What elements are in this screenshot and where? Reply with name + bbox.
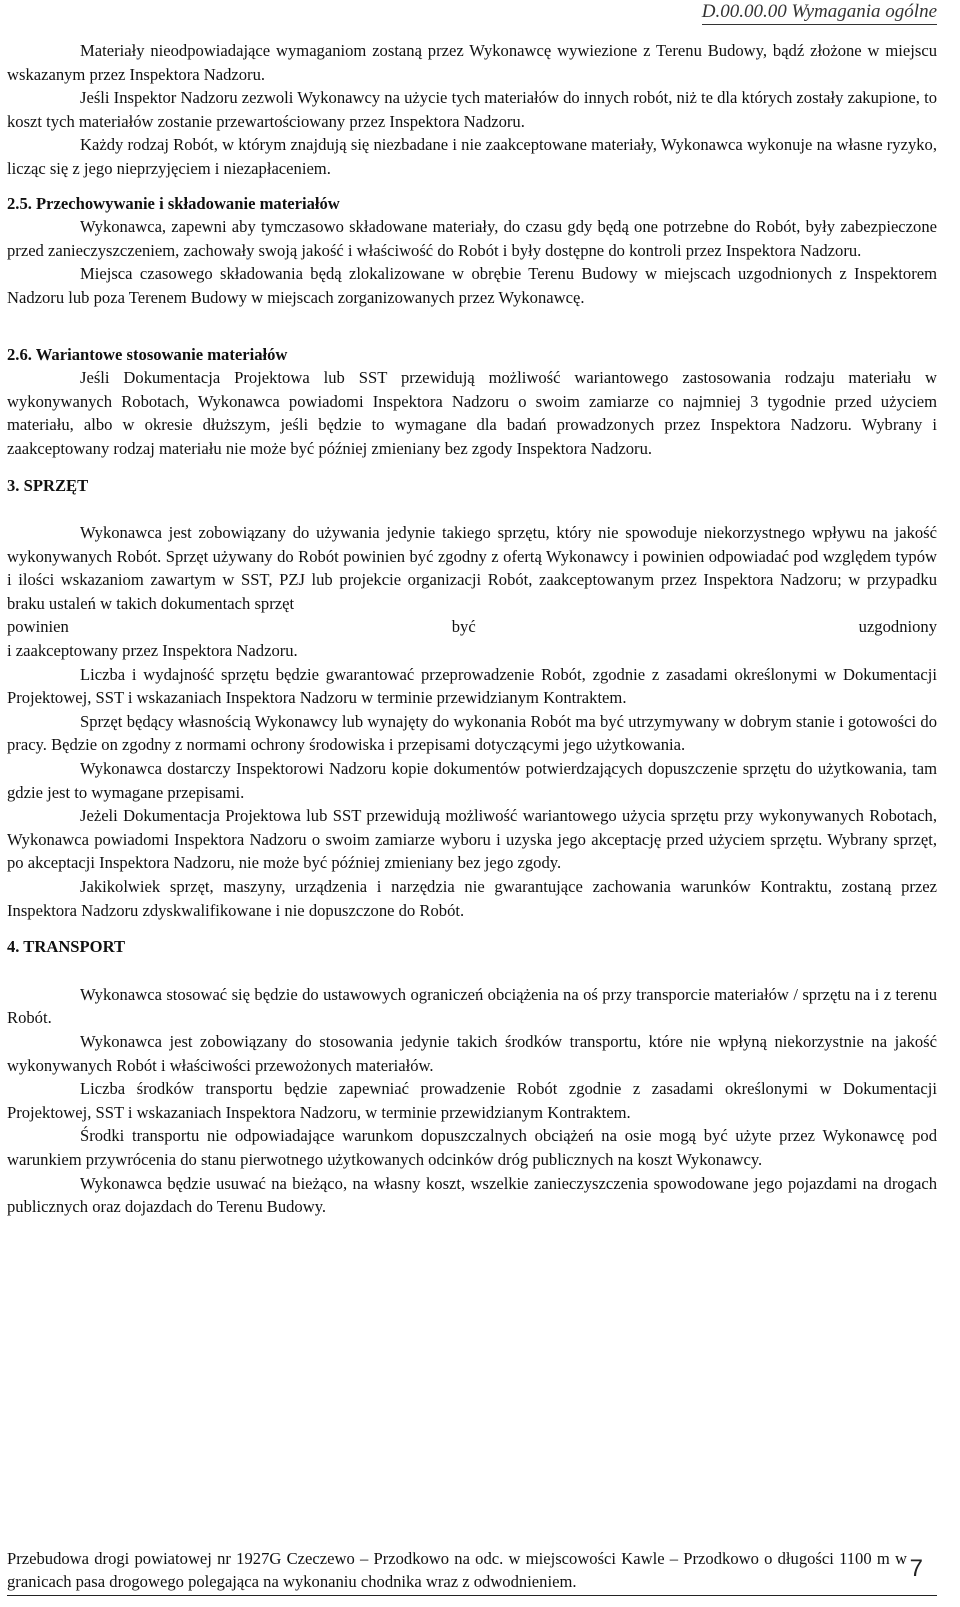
paragraph: Jeśli Dokumentacja Projektowa lub SST przewidują możliwość wariantowego zastosowania rodzaju materiału w wykonywanych Robotach, Wykonawca powiadomi Inspektora Nadzoru o swoim zamiarze co najmniej 3 tygodnie przed użyciem materiału, albo w okresie dłuższym, jeśli będzie to wymagane dla badań prowadzonych przez Inspektora Nadzoru. Wybrany i zaakceptowany rodzaj materiału nie może być później zmieniany bez zgody Inspektora Nadzoru.	[7, 368, 937, 458]
document-body	[7, 39, 937, 1219]
header-title: D.00.00.00 Wymagania ogólne	[701, 1, 937, 22]
paragraph: Wykonawca stosować się będzie do ustawowych ograniczeń obciążenia na oś przy transporcie materiałów / sprzętu na i z terenu Robót.	[7, 984, 937, 1028]
paragraph: Wykonawca będzie usuwać na bieżąco, na własny koszt, wszelkie zanieczyszczenia spowodowane jego pojazdami na drogach publicznych oraz dojazdach do Terenu Budowy.	[7, 1173, 937, 1217]
paragraph: Jeśli Inspektor Nadzoru zezwoli Wykonawcy na użycie tych materiałów do innych robót, niż te dla których zostały zakupione, to koszt tych materiałów zostanie przewartościowany przez Inspektora Nadzoru.	[7, 88, 937, 131]
section-heading-2-6: 2.6. Wariantowe stosowanie materiałów	[7, 344, 288, 364]
paragraph: Liczba środków transportu będzie zapewniać prowadzenie Robót zgodnie z zasadami określonymi w Dokumentacji Projektowej, SST i wskazaniach Inspektora Nadzoru, w terminie przewidzianym Kontraktem.	[7, 1079, 937, 1122]
paragraph: Środki transportu nie odpowiadające warunkom dopuszczalnych obciążeń na osie mogą być użyte przez Wykonawcę pod warunkiem przywrócenia do stanu pierwotnego użytkowanych odcinków dróg publicznych na koszt Wykonawcy.	[7, 1126, 937, 1169]
paragraph: Sprzęt będący własnością Wykonawcy lub wynajęty do wykonania Robót ma być utrzymywany w dobrym stanie i gotowości do pracy. Będzie on zgodny z normami ochrony środowiska i przepisami dotyczącymi jego użytkowania.	[7, 711, 937, 755]
paragraph: Wykonawca dostarczy Inspektorowi Nadzoru kopie dokumentów potwierdzających dopuszczenie sprzętu do użytkowania, tam gdzie jest to wymagane przepisami.	[7, 759, 937, 802]
word: uzgodniony	[858, 617, 937, 637]
paragraph: Wykonawca jest zobowiązany do stosowania jedynie takich środków transportu, które nie wpłyną niekorzystnie na jakość wykonywanych Robót i właściwości przewożonych materiałów.	[7, 1031, 937, 1075]
page-number: 7	[909, 1555, 923, 1582]
section-heading-2-5: 2.5. Przechowywanie i składowanie materiałów	[7, 193, 340, 213]
paragraph: Wykonawca jest zobowiązany do używania jedynie takiego sprzętu, który nie spowoduje niekorzystnego wpływu na jakość wykonywanych Robót. Sprzęt używany do Robót powinien być zgodny z ofertą Wykonawcy i powinien odpowiadać pod względem typów i ilości wskazaniom zawartym w SST, PZJ lub projekcie organizacji Robót, zaakceptowanym przez Inspektora Nadzoru; w przypadku braku ustaleń w takich dokumentach sprzęt	[7, 523, 937, 613]
paragraph: Wykonawca, zapewni aby tymczasowo składowane materiały, do czasu gdy będą one potrzebne do Robót, były zabezpieczone przed zanieczyszczeniem, zachowały swoją jakość i właściwość do Robót i były dostępne do kontroli przez Inspektora Nadzoru.	[7, 217, 937, 260]
footer	[7, 1547, 937, 1593]
section-heading-4: 4. TRANSPORT	[7, 937, 126, 957]
section-heading-3: 3. SPRZĘT	[7, 475, 89, 495]
paragraph: Miejsca czasowego składowania będą zlokalizowane w obrębie Terenu Budowy w miejscach uzgodnionych z Inspektorem Nadzoru lub poza Terenem Budowy w miejscach zorganizowanych przez Wykonawcę.	[7, 264, 937, 307]
word: powinien	[7, 617, 69, 637]
justified-line	[7, 615, 937, 639]
paragraph: Jakikolwiek sprzęt, maszyny, urządzenia i narzędzia nie gwarantujące zachowania warunków Kontraktu, zostaną przez Inspektora Nadzoru zdyskwalifikowane i nie dopuszczone do Robót.	[7, 877, 937, 920]
footer-text: Przebudowa drogi powiatowej nr 1927G Czeczewo – Przodkowo na odc. w miejscowości Kawle – Przodkowo o długości 1100 m w granicach pasa drogowego polegająca na wykonaniu chodnika wraz z odwodnieniem.	[7, 1549, 907, 1591]
paragraph-end: i zaakceptowany przez Inspektora Nadzoru.	[7, 641, 298, 661]
paragraph: Liczba i wydajność sprzętu będzie gwarantować przeprowadzenie Robót, zgodnie z zasadami określonymi w Dokumentacji Projektowej, SST i wskazaniach Inspektora Nadzoru w terminie przewidzianym Kontraktem.	[7, 664, 937, 708]
paragraph: Materiały nieodpowiadające wymaganiom zostaną przez Wykonawcę wywiezione z Terenu Budowy, bądź złożone w miejscu wskazanym przez Inspektora Nadzoru.	[7, 41, 937, 84]
document-page	[7, 0, 937, 1607]
footer-rule	[7, 1595, 937, 1596]
paragraph: Jeżeli Dokumentacja Projektowa lub SST przewidują możliwość wariantowego użycia sprzętu przy wykonywanych Robotach, Wykonawca powiadomi Inspektora Nadzoru o swoim zamiarze wyboru i uzyska jego akceptację przed użyciem sprzętu. Wybrany sprzęt, po akceptacji Inspektora Nadzoru, nie może być później zmieniany bez jego zgody.	[7, 806, 937, 873]
word: być	[451, 617, 476, 637]
paragraph: Każdy rodzaj Robót, w którym znajdują się niezbadane i nie zaakceptowane materiały, Wykonawca wykonuje na własne ryzyko, licząc się z jego nieprzyjęciem i niezapłaceniem.	[7, 135, 937, 178]
